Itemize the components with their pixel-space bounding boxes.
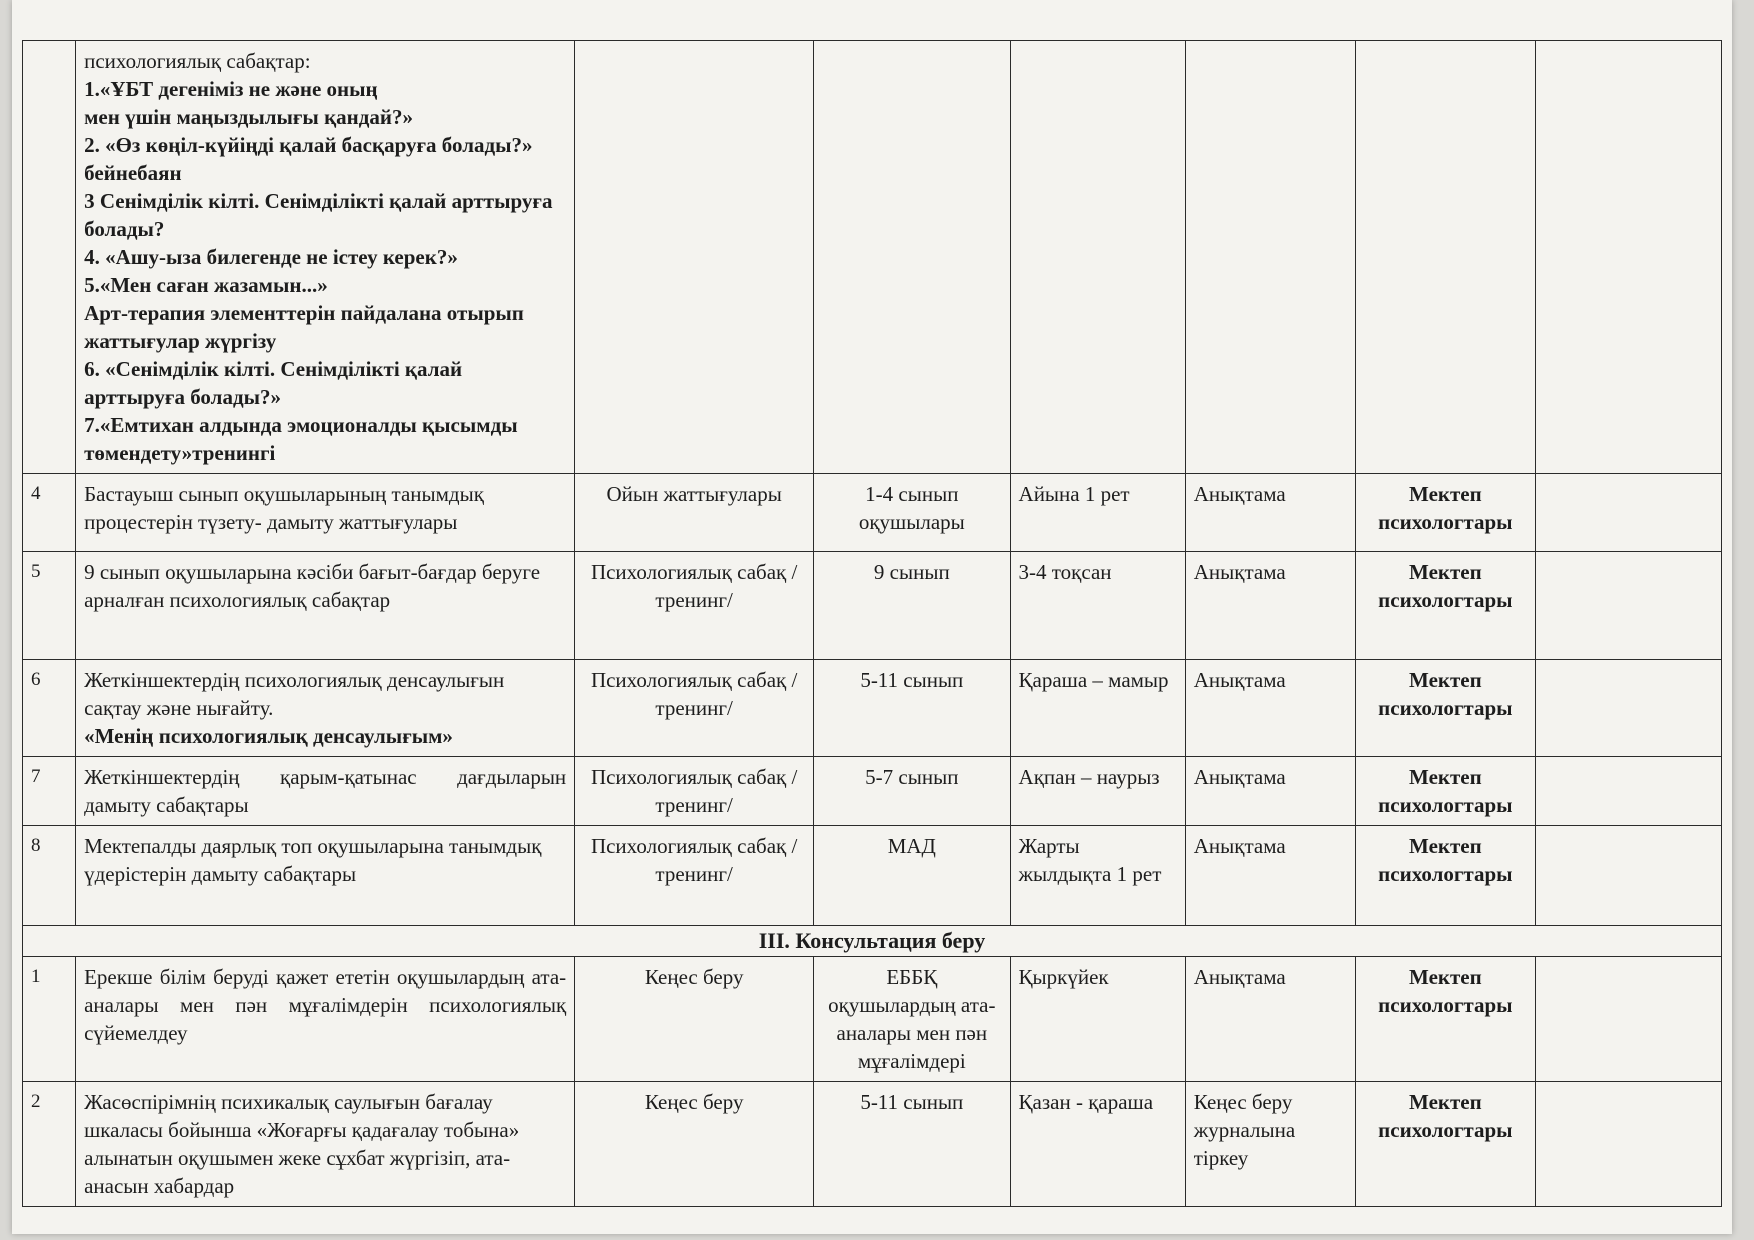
table-row [23, 757, 1722, 826]
activity-content: Жасөспірімнің психикалық саулығын бағалау шкаласы бойынша «Жоғарғы қадағалау тобына» алынатын оқушымен жеке сұхбат жүргізіп, ата-анасын хабардар [76, 1082, 575, 1207]
report-cell: Анықтама [1185, 826, 1355, 926]
section-header-row [23, 926, 1722, 957]
row-number: 4 [23, 474, 76, 552]
report-cell: Анықтама [1185, 757, 1355, 826]
lesson-item: Арт-терапия элементтерін пайдалана отырып жаттығулар жүргізу [84, 301, 524, 353]
table-row [23, 41, 1722, 474]
activity-content: 9 сынып оқушыларына кәсіби бағыт-бағдар беруге арналған психологиялық сабақтар [76, 552, 575, 660]
form-cell: Психологиялық сабақ /тренинг/ [575, 757, 814, 826]
responsible-cell: Мектеп психологтары [1355, 757, 1536, 826]
form-cell: Психологиялық сабақ /тренинг/ [575, 552, 814, 660]
time-cell: Айына 1 рет [1010, 474, 1185, 552]
section-title: ІІІ. Консультация беру [23, 926, 1722, 957]
activity-content [76, 41, 575, 474]
report-cell: Анықтама [1185, 474, 1355, 552]
report-cell: Анықтама [1185, 957, 1355, 1082]
activity-content: Жеткіншектердің қарым-қатынас дағдыларын дамыту сабақтары [76, 757, 575, 826]
responsible-cell: Мектеп психологтары [1355, 1082, 1536, 1207]
report-cell: Анықтама [1185, 660, 1355, 757]
table-row [23, 552, 1722, 660]
form-cell: Кеңес беру [575, 1082, 814, 1207]
note-cell [1536, 757, 1722, 826]
note-cell [1536, 957, 1722, 1082]
target-cell: 9 сынып [814, 552, 1010, 660]
time-cell: Қыркүйек [1010, 957, 1185, 1082]
note-cell [1536, 41, 1722, 474]
target-cell: 5-11 сынып [814, 1082, 1010, 1207]
activity-content [76, 660, 575, 757]
row-number: 2 [23, 1082, 76, 1207]
target-cell: 5-11 сынып [814, 660, 1010, 757]
work-plan-table [22, 40, 1722, 1207]
responsible-cell: Мектеп психологтары [1355, 552, 1536, 660]
report-cell: Анықтама [1185, 552, 1355, 660]
form-cell: Ойын жаттығулары [575, 474, 814, 552]
form-cell: Кеңес беру [575, 957, 814, 1082]
activity-text: Жеткіншектердің психологиялық денсаулығын сақтау және нығайту. [84, 668, 505, 720]
note-cell [1536, 474, 1722, 552]
form-cell: Психологиялық сабақ /тренинг/ [575, 826, 814, 926]
lesson-item: 1.«ҰБТ дегеніміз не және оның мен үшін маңыздылығы қандай?» [84, 77, 413, 129]
report-cell [1185, 41, 1355, 474]
target-cell: МАД [814, 826, 1010, 926]
responsible-cell: Мектеп психологтары [1355, 474, 1536, 552]
responsible-cell: Мектеп психологтары [1355, 660, 1536, 757]
time-cell: Қазан - қараша [1010, 1082, 1185, 1207]
responsible-cell: Мектеп психологтары [1355, 826, 1536, 926]
target-cell: 1-4 сынып оқушылары [814, 474, 1010, 552]
activity-title: «Менің психологиялық денсаулығым» [84, 724, 453, 748]
activity-content: Ерекше білім беруді қажет ететін оқушылардың ата-аналары мен пән мұғалімдерін психологиялық сүйемелдеу [76, 957, 575, 1082]
lesson-item: 3 Сенімділік кілті. Сенімділікті қалай арттыруға болады? [84, 189, 553, 241]
row-number: 5 [23, 552, 76, 660]
table-row [23, 1082, 1722, 1207]
document-page [12, 0, 1732, 1234]
activity-content: Бастауыш сынып оқушыларының танымдық процестерін түзету- дамыту жаттығулары [76, 474, 575, 552]
target-cell [814, 41, 1010, 474]
row-number: 1 [23, 957, 76, 1082]
lesson-intro: психологиялық сабақтар: [84, 49, 311, 73]
row-number [23, 41, 76, 474]
lesson-item: 7.«Емтихан алдында эмоционалды қысымды төмендету»тренингі [84, 413, 518, 465]
lesson-item: 2. «Өз көңіл-күйіңді қалай басқаруға болады?» бейнебаян [84, 133, 533, 185]
responsible-cell [1355, 41, 1536, 474]
time-cell: Ақпан – наурыз [1010, 757, 1185, 826]
row-number: 6 [23, 660, 76, 757]
lesson-item: 5.«Мен саған жазамын...» [84, 273, 328, 297]
time-cell [1010, 41, 1185, 474]
table-row [23, 826, 1722, 926]
row-number: 8 [23, 826, 76, 926]
time-cell: Қараша – мамыр [1010, 660, 1185, 757]
target-cell: 5-7 сынып [814, 757, 1010, 826]
table-row [23, 957, 1722, 1082]
note-cell [1536, 826, 1722, 926]
target-cell: ЕББҚ оқушылардың ата-аналары мен пән мұғалімдері [814, 957, 1010, 1082]
table-row [23, 660, 1722, 757]
report-cell: Кеңес беру журналына тіркеу [1185, 1082, 1355, 1207]
note-cell [1536, 552, 1722, 660]
activity-content: Мектепалды даярлық топ оқушыларына танымдық үдерістерін дамыту сабақтары [76, 826, 575, 926]
note-cell [1536, 660, 1722, 757]
time-cell: Жарты жылдықта 1 рет [1010, 826, 1185, 926]
form-cell: Психологиялық сабақ /тренинг/ [575, 660, 814, 757]
row-number: 7 [23, 757, 76, 826]
time-cell: 3-4 тоқсан [1010, 552, 1185, 660]
lesson-item: 6. «Сенімділік кілті. Сенімділікті қалай арттыруға болады?» [84, 357, 463, 409]
lesson-item: 4. «Ашу-ыза билегенде не істеу керек?» [84, 245, 458, 269]
form-cell [575, 41, 814, 474]
responsible-cell: Мектеп психологтары [1355, 957, 1536, 1082]
note-cell [1536, 1082, 1722, 1207]
table-row [23, 474, 1722, 552]
